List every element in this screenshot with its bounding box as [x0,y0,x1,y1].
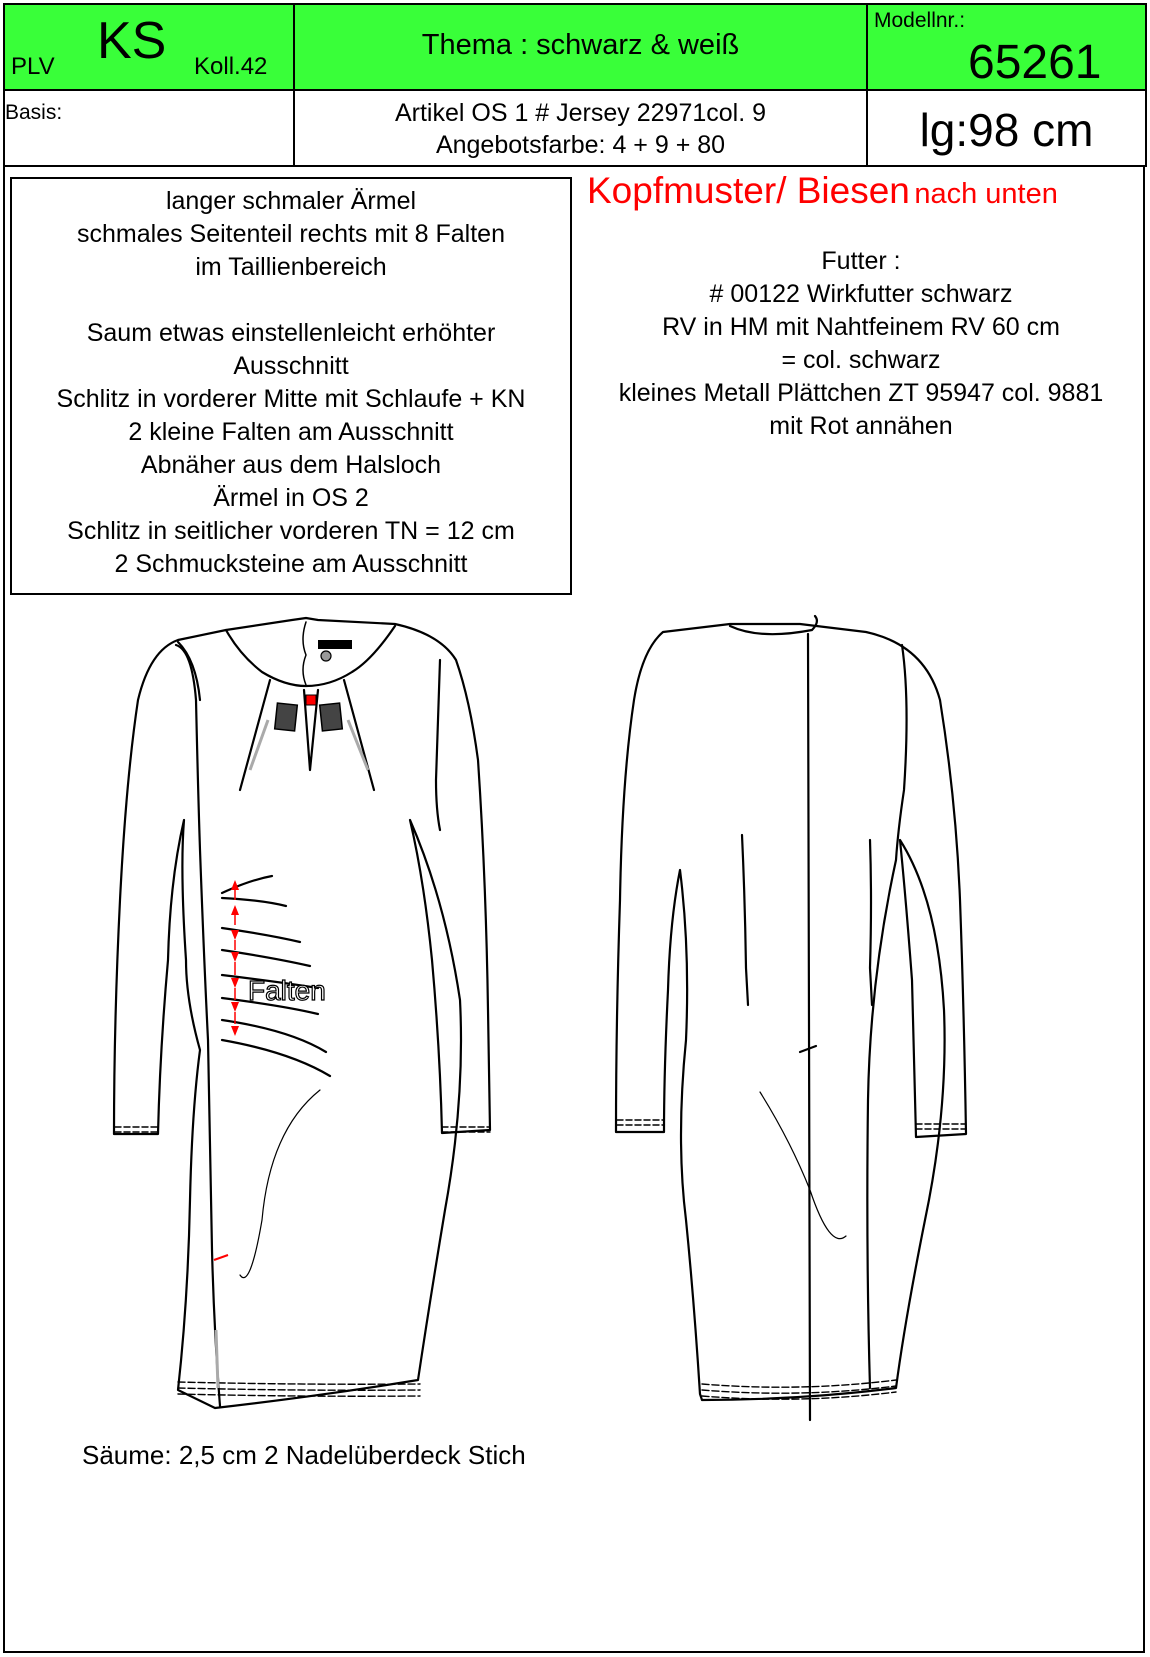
front-neck-pleat-left [240,680,270,790]
jewel-stone-left [275,703,298,731]
front-sleeve-hem-left [115,1127,160,1132]
front-placket [303,622,306,685]
thema-title: Thema : schwarz & weiß [421,29,740,61]
front-armhole-left [178,642,200,700]
arrow-down-icon [231,952,239,962]
front-slit-curve [240,1090,320,1278]
saeume-note: Säume: 2,5 cm 2 Nadelüberdeck Stich [82,1440,526,1470]
desc-line: 2 Schmucksteine am Ausschnitt [114,550,468,578]
front-bottom-hem [178,1382,420,1396]
back-sleeve-hem-left [617,1120,663,1125]
metal-plate [306,695,316,705]
button-kn [321,651,331,661]
front-pleat-7 [222,1020,326,1052]
plv-label: PLV [11,53,55,80]
front-left-seam [176,645,220,1406]
back-lining-curve [760,1092,846,1239]
front-neck-pleat-right [344,680,374,790]
arrow-down-icon [231,1026,239,1036]
front-pleat-2 [222,898,286,906]
notes-line: mit Rot annähen [769,412,953,440]
desc-line: schmales Seitenteil rechts mit 8 Falten [77,220,505,248]
front-pleat-1 [222,876,272,893]
front-right-seam [436,660,440,830]
desc-line: Schlitz in seitlicher vorderen TN = 12 cm [67,517,515,545]
desc-line: im Taillienbereich [195,253,387,281]
notes-line: Futter : [821,247,901,275]
desc-line: langer schmaler Ärmel [165,187,417,215]
back-dart-left [742,835,748,1005]
kopfmuster-small: nach unten [914,178,1058,210]
desc-line: Abnäher aus dem Halsloch [140,451,442,479]
ks-label: KS [97,12,167,70]
front-outline [114,618,490,1408]
desc-line: Schlitz in vorderer Mitte mit Schlaufe + KN [56,385,526,413]
notes-line: # 00122 Wirkfutter schwarz [709,280,1013,308]
back-view [616,616,966,1420]
basis-label: Basis: [5,101,63,124]
notes-line: RV in HM mit Nahtfeinem RV 60 cm [662,313,1060,341]
front-view [114,618,490,1408]
angebot-text: Angebotsfarbe: 4 + 9 + 80 [435,131,726,159]
collar-tab [318,640,352,649]
slit-red-mark [214,1255,228,1260]
jewel-stone-right [320,703,343,731]
notes-line: kleines Metall Plättchen ZT 95947 col. 9881 [618,379,1104,407]
desc-line: 2 kleine Falten am Ausschnitt [128,418,454,446]
kopfmuster-main: Kopfmuster/ Biesen [587,170,910,211]
back-right-panel [867,645,906,1388]
notes-line: = col. schwarz [781,346,941,374]
slit-grey-line [216,1330,218,1388]
arrow-down-icon [231,930,239,940]
modell-number: 65261 [968,36,1102,89]
back-center-seam [808,634,810,1420]
modell-label: Modellnr.: [874,9,966,32]
koll-label: Koll.42 [194,53,268,80]
falten-label: Falten [248,975,326,1006]
collar-details [214,640,368,1388]
arrow-up-icon [231,905,239,915]
arrow-down-icon [231,978,239,988]
laenge-value: lg:98 cm [919,104,1094,156]
desc-line: Saum etwas einstellenleicht erhöhter [86,319,496,347]
desc-line: Ausschnitt [233,352,349,380]
arrow-down-icon [231,1002,239,1012]
artikel-text: Artikel OS 1 # Jersey 22971col. 9 [394,99,767,127]
front-neckline [226,626,395,686]
back-outline [616,624,966,1400]
desc-line: Ärmel in OS 2 [213,484,369,512]
back-dart-right [870,840,872,1005]
